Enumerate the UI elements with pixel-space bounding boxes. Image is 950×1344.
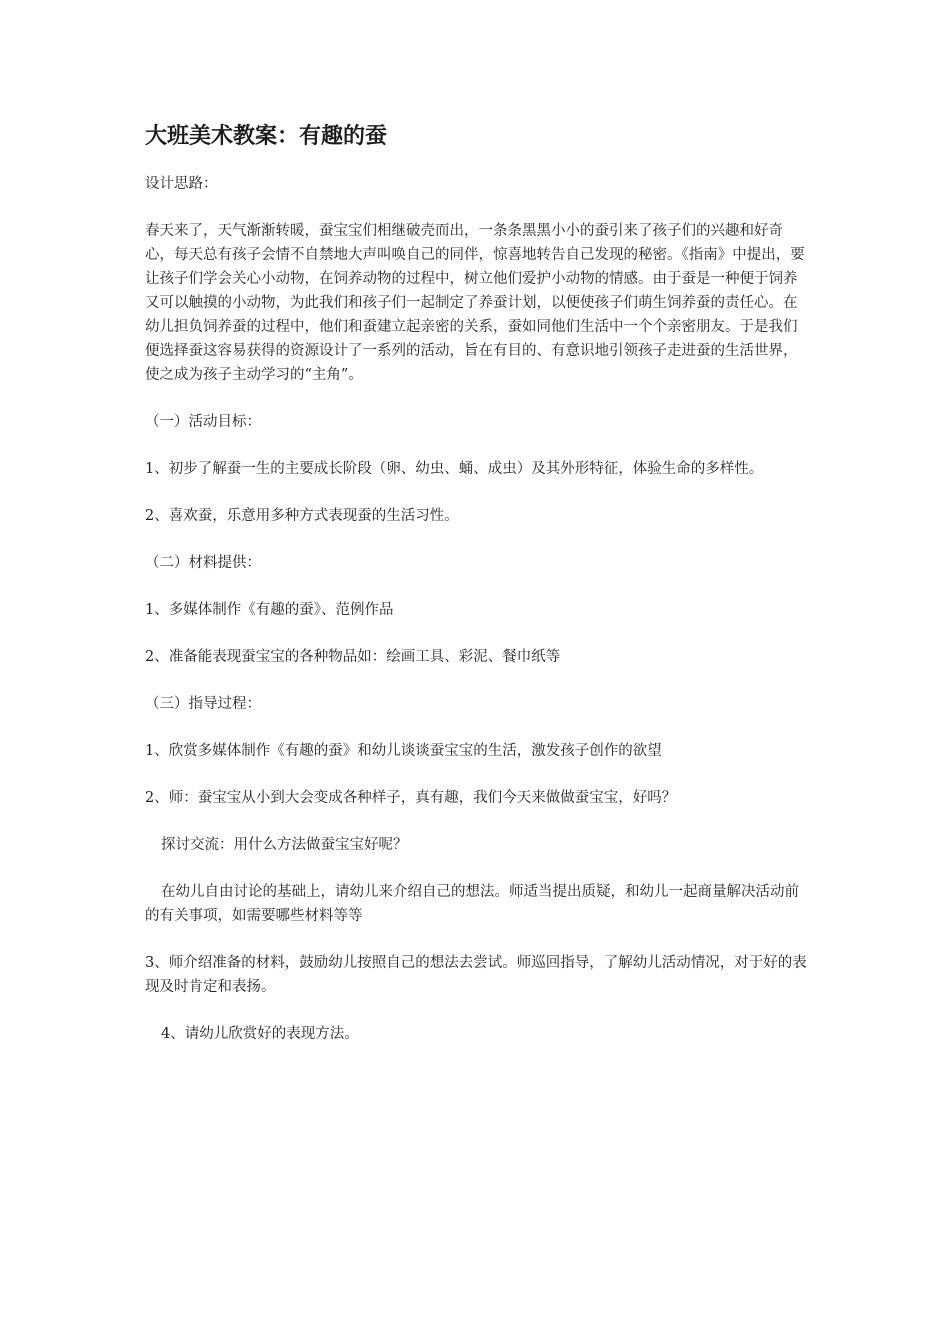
design-text: 春天来了，天气渐渐转暖，蚕宝宝们相继破壳而出，一条条黑黑小小的蚕引来了孩子们的兴趣和好奇心，每天总有孩子会情不自禁地大声叫唤自己的同伴，惊喜地转告自己发现的秘密。《指南》中提出，要让孩子们学会关心小动物，在饲养动物的过程中，树立他们爱护小动物的情感。由于蚕是一种便于饲养又可以触摸的小动物，为此我们和孩子们一起制定了养蚕计划，以便使孩子们萌生饲养蚕的责任心。在幼儿担负饲养蚕的过程中，他们和蚕建立起亲密的关系，蚕如同他们生活中一个个亲密朋友。于是我们便选择蚕这容易获得的资源设计了一系列的活动，旨在有目的、有意识地引领孩子走进蚕的生活世界，使之成为孩子主动学习的“主角”。 bbox=[145, 223, 805, 383]
material-item-2: 2、准备能表现蚕宝宝的各种物品如：绘画工具、彩泥、餐巾纸等 bbox=[145, 649, 561, 665]
process-step-1: 1、欣赏多媒体制作《有趣的蚕》和幼儿谈谈蚕宝宝的生活，激发孩子创作的欲望 bbox=[145, 743, 662, 759]
goal-item-2: 2、喜欢蚕，乐意用多种方式表现蚕的生活习性。 bbox=[145, 508, 459, 524]
design-label: 设计思路： bbox=[145, 176, 218, 192]
process-step-4: 4、请幼儿欣赏好的表现方法。 bbox=[161, 1026, 359, 1042]
section-heading-process: （三）指导过程： bbox=[145, 696, 261, 712]
document-page bbox=[145, 120, 810, 1069]
discussion-detail bbox=[145, 880, 810, 928]
process-step-3: 3、师介绍准备的材料，鼓励幼儿按照自己的想法去尝试。师巡回指导，了解幼儿活动情况，对于好的表现及时肯定和表扬。 bbox=[145, 955, 807, 995]
discussion-detail-text: 在幼儿自由讨论的基础上，请幼儿来介绍自己的想法。师适当提出质疑，和幼儿一起商量解决活动前的有关事项，如需要哪些材料等等 bbox=[145, 884, 799, 924]
material-item-1: 1、多媒体制作《有趣的蚕》、范例作品 bbox=[145, 602, 394, 618]
discussion-question: 探讨交流：用什么方法做蚕宝宝好呢？ bbox=[161, 837, 408, 853]
section-heading-goals: （一）活动目标： bbox=[145, 414, 261, 430]
document-title: 大班美术教案：有趣的蚕 bbox=[145, 124, 388, 149]
section-heading-materials: （二）材料提供： bbox=[145, 555, 261, 571]
goal-item-1: 1、初步了解蚕一生的主要成长阶段（卵、幼虫、蛹、成虫）及其外形特征，体验生命的多样性。 bbox=[145, 461, 764, 477]
process-step-2: 2、师：蚕宝宝从小到大会变成各种样子，真有趣，我们今天来做做蚕宝宝，好吗？ bbox=[145, 790, 677, 806]
